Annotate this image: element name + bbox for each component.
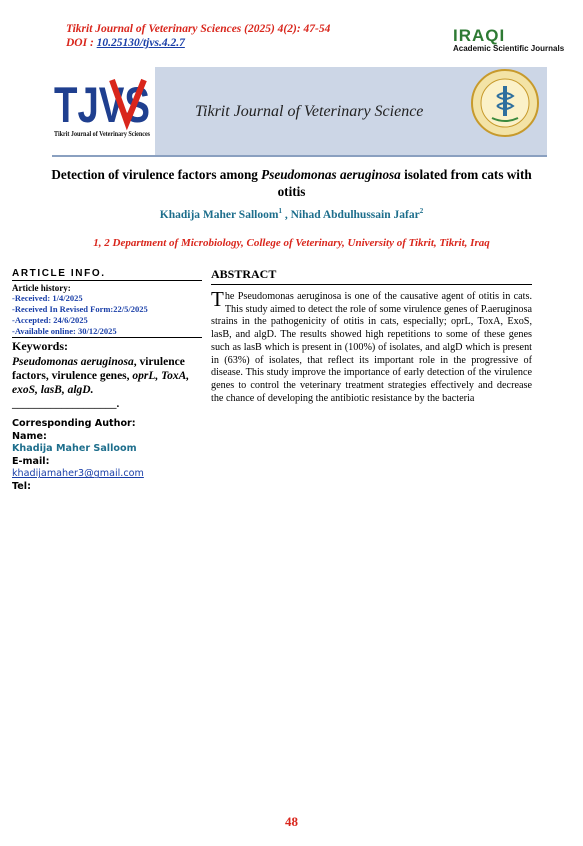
article-info-heading: ARTICLE INFO. (12, 268, 202, 281)
author-1: Khadija Maher Salloom (159, 208, 279, 221)
keywords-label: Keywords: (12, 339, 68, 353)
name-value: Khadija Maher Salloom (12, 443, 137, 455)
keyword-plain: , virulence factors, virulence genes, (12, 356, 185, 382)
tjvs-logo-caption: Tikrit Journal of Veterinary Sciences (54, 129, 151, 138)
abstract-dropcap: T (211, 287, 224, 311)
history-revised: -Received In Revised Form:22/5/2025 (12, 304, 148, 314)
email-label: E-mail: (12, 455, 50, 467)
journal-citation: Tikrit Journal of Veterinary Sciences (2025) 4(2): 47-54 (66, 23, 331, 35)
corresponding-label: Corresponding Author: (12, 418, 136, 429)
author-2-sup: 2 (419, 207, 424, 215)
university-seal-icon (470, 68, 540, 138)
author-separator: , (281, 208, 291, 221)
title-part1: Detection of virulence factors among (51, 167, 262, 182)
email-link[interactable]: khadijamaher3@gmail.com (12, 468, 144, 480)
keyword-genes: oprL, ToxA, exoS, lasB, algD. (12, 370, 190, 396)
title-species: Pseudomonas aeruginosa (261, 167, 401, 182)
history-divider (12, 337, 202, 338)
tel-label: Tel: (12, 480, 31, 492)
page-number: 48 (285, 814, 298, 829)
history-available: -Available online: 30/12/2025 (12, 326, 117, 336)
author-1-sup: 1 (278, 207, 282, 215)
doi-link[interactable]: 10.25130/tjvs.4.2.7 (96, 37, 185, 49)
author-2: Nihad Abdulhussain Jafar (290, 208, 420, 221)
banner-title: Tikrit Journal of Veterinary Science (195, 103, 424, 120)
history-accepted: -Accepted: 24/6/2025 (12, 315, 88, 325)
affiliation: 1, 2 Department of Microbiology, College of Veterinary, University of Tikrit, Tikrit, Iraq (93, 237, 490, 249)
iraqi-logo-word: IRAQI (453, 26, 506, 45)
banner-divider (52, 155, 547, 157)
abstract-section (211, 267, 532, 405)
iraqi-logo-subtitle: Academic Scientific Journals (453, 44, 565, 53)
abstract-heading: ABSTRACT (211, 267, 532, 285)
doi-label: DOI : (66, 37, 97, 49)
paper-title (40, 166, 543, 200)
tjvs-logo (52, 72, 152, 152)
title-part2: isolated from cats with otitis (277, 167, 532, 199)
doi-line (66, 36, 330, 50)
abstract-body (211, 287, 532, 405)
tjvs-logo-letters: TJVS (54, 77, 150, 133)
name-label: Name: (12, 430, 47, 442)
abstract-text: he Pseudomonas aeruginosa is one of the causative agent of otitis in cats. This study aimed to detect the role of some virulence genes of P.aeruginosa strains in the pathogenicity of otitis in cats, especially; oprL, ToxA, ExoS, lasB, and algD. The results showed high repetitions to some of these genes such as lasB which is present in (100%) of isolates, and algD which is present in (63%) of isolates, that reflect its important role in the progressive of disease. This study improve the importance of early detection of the virulence genes to control the veterinary treatment strategies effectively and decrease the chance of developing the antibiotic resistance by the bacteria (211, 291, 532, 404)
iraqi-journals-logo (453, 26, 565, 54)
article-info-column (12, 268, 202, 494)
keyword-species: Pseudomonas aeruginosa (12, 356, 134, 368)
journal-reference (66, 22, 330, 50)
history-label: Article history: (12, 283, 71, 293)
keywords-text (12, 355, 202, 397)
history-received: -Received: 1/4/2025 (12, 293, 83, 303)
authors-line (40, 207, 543, 221)
corresponding-author-block (12, 418, 202, 494)
keywords-divider: ___________________. (12, 398, 120, 410)
